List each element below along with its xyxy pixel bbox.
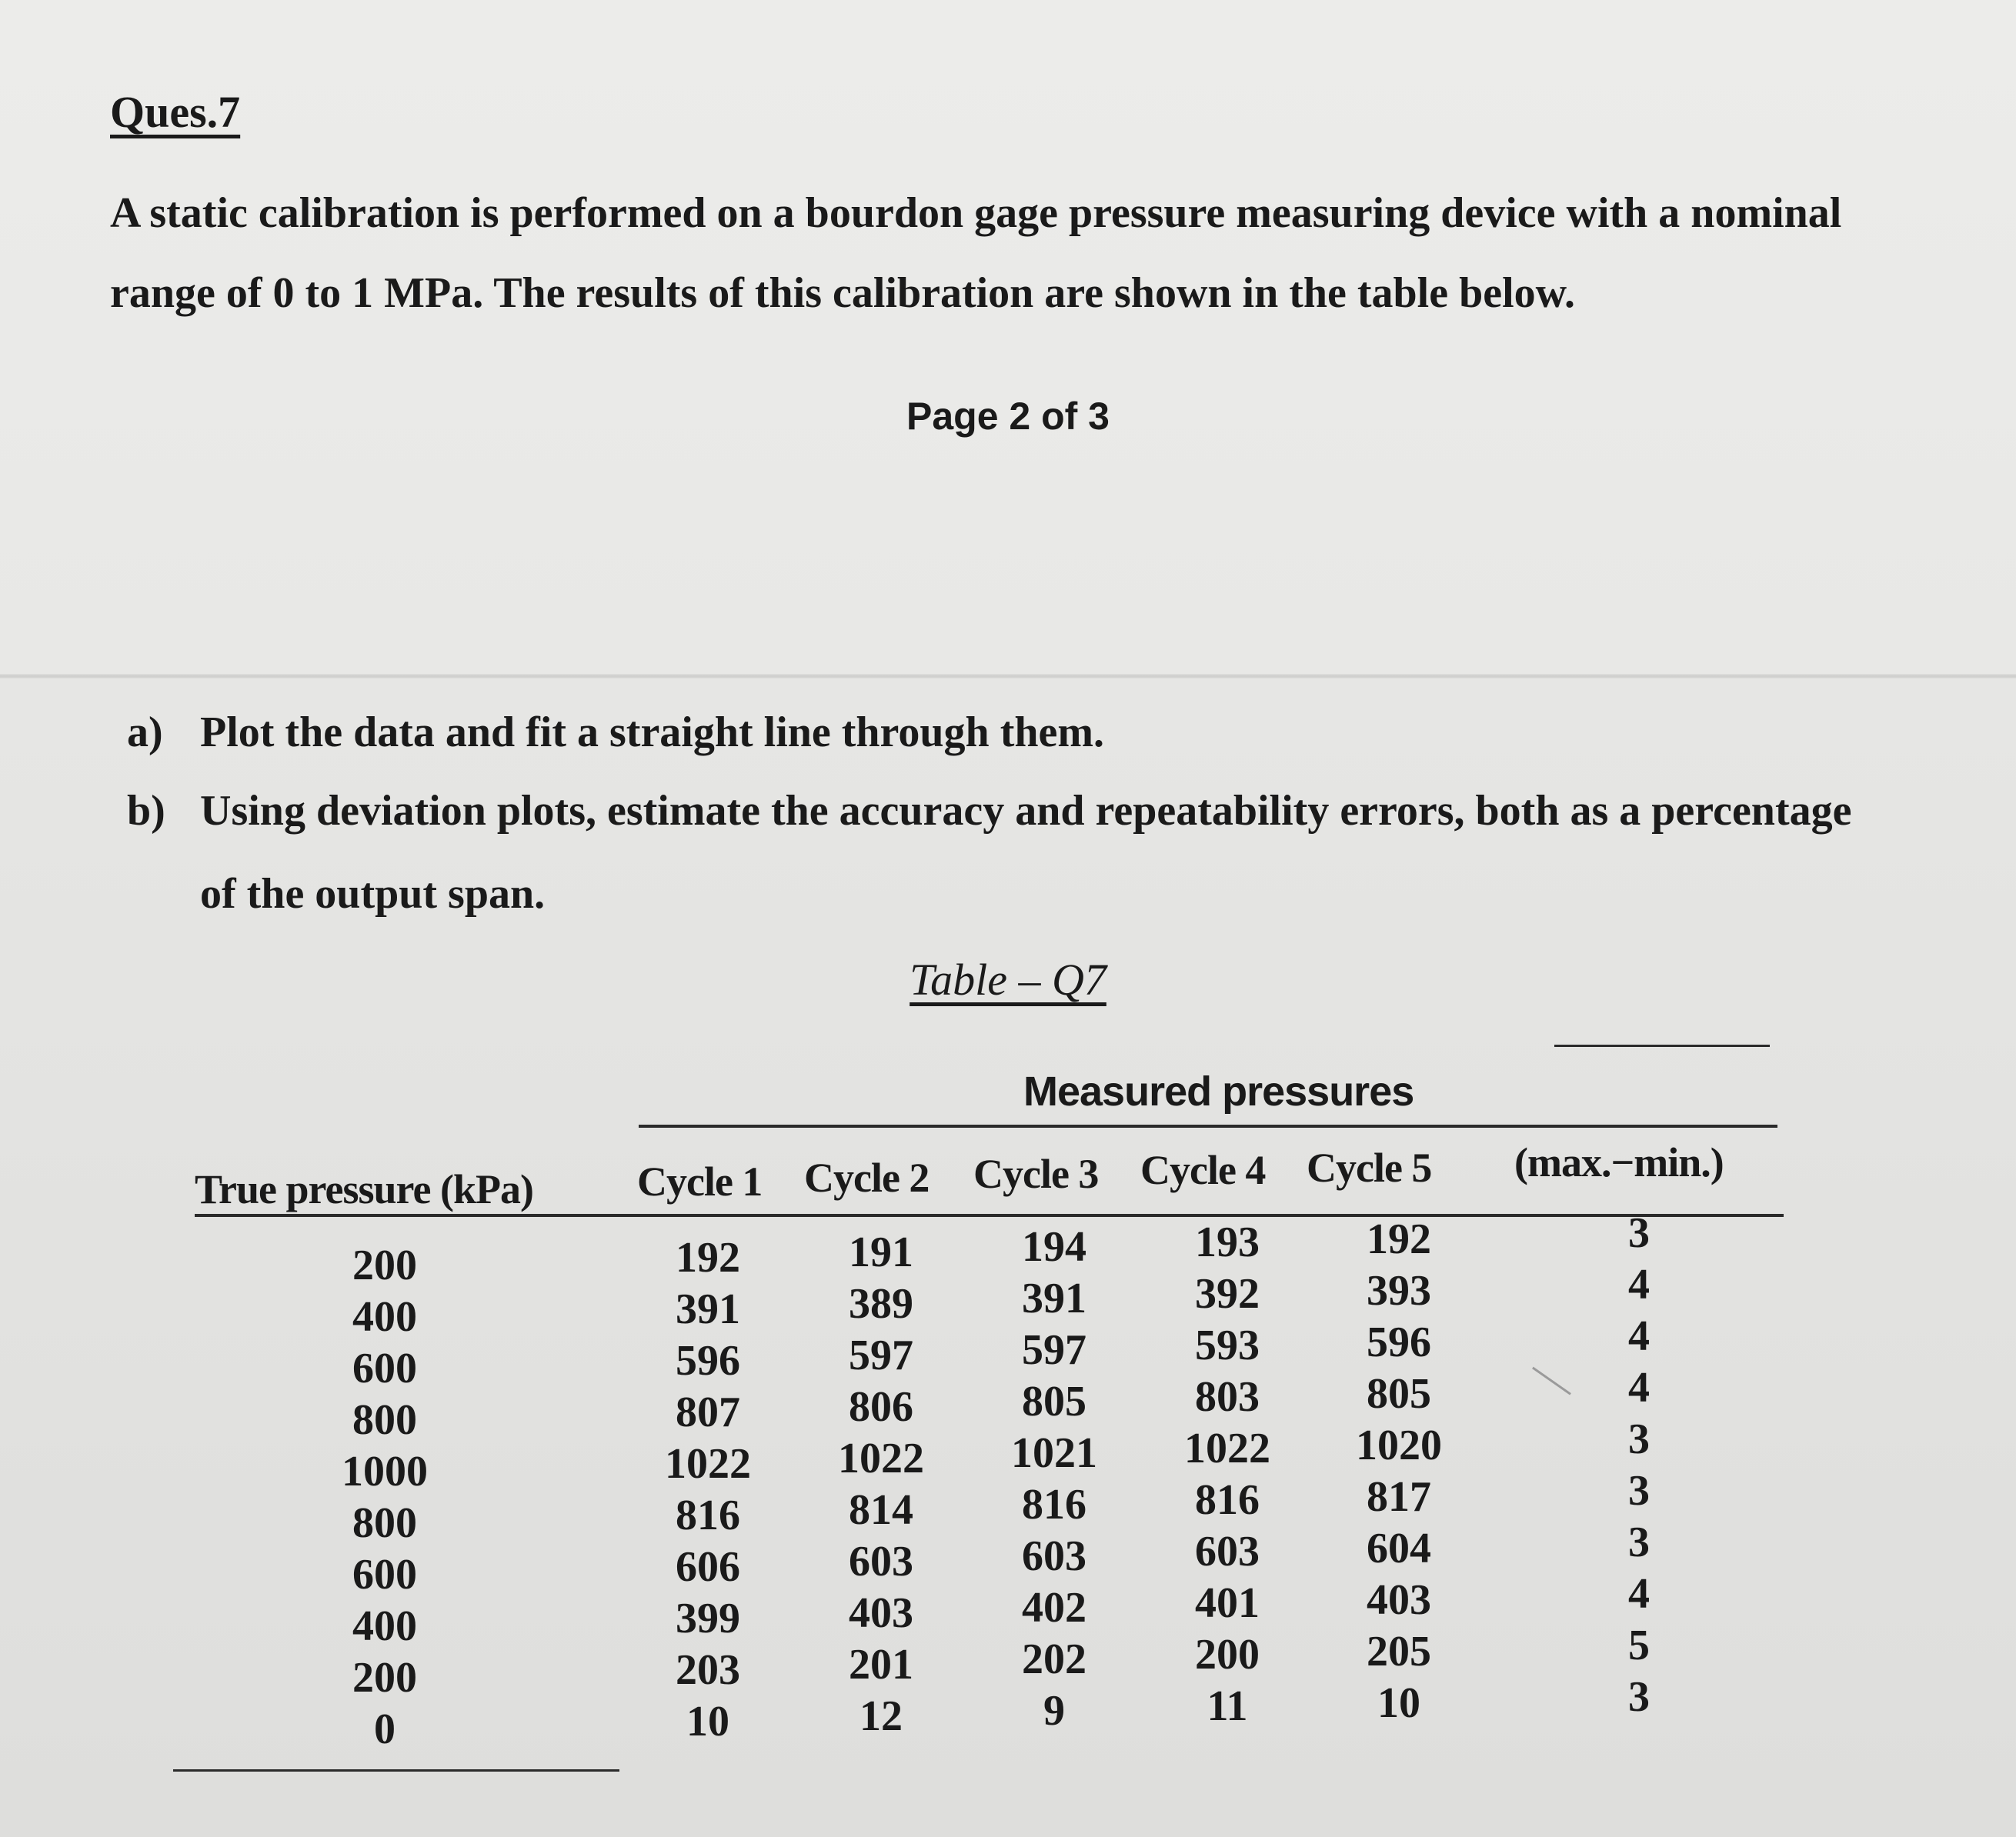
table-cell: 391 xyxy=(676,1285,740,1333)
table-cell: 11 xyxy=(1207,1682,1248,1730)
table-cell: 205 xyxy=(1367,1628,1431,1675)
table-cell: 3 xyxy=(1628,1467,1650,1515)
table-cell: 1000 xyxy=(342,1448,428,1495)
table-cell: 200 xyxy=(352,1242,417,1289)
table-cell: 10 xyxy=(686,1698,729,1745)
table-cell: 1020 xyxy=(1356,1422,1442,1469)
table-cell: 806 xyxy=(849,1383,913,1431)
table-cell: 606 xyxy=(676,1543,740,1591)
table-cell: 600 xyxy=(352,1551,417,1599)
table-cell: 402 xyxy=(1022,1584,1086,1632)
table-cell: 403 xyxy=(849,1589,913,1637)
table-group-header: Measured pressures xyxy=(1023,1069,1414,1115)
table-cell: 593 xyxy=(1195,1322,1260,1369)
question-line-1: A static calibration is performed on a bourdon gage pressure measuring device with a nominal xyxy=(110,189,1842,237)
table-cell: 200 xyxy=(352,1654,417,1702)
table-cell: 0 xyxy=(374,1705,396,1753)
column-cycle-4 xyxy=(1150,1217,1304,1732)
table-title: Table – Q7 xyxy=(910,955,1106,1005)
column-max-min xyxy=(1600,1208,1677,1723)
table-cell: 399 xyxy=(676,1595,740,1642)
table-cell: 805 xyxy=(1367,1370,1431,1418)
table-cell: 4 xyxy=(1628,1261,1650,1309)
table-cell: 805 xyxy=(1022,1378,1086,1425)
table-cell: 403 xyxy=(1367,1576,1431,1624)
table-cell: 192 xyxy=(676,1234,740,1282)
paper-fold xyxy=(0,674,2016,678)
group-header-rule xyxy=(639,1125,1777,1128)
table-cell: 600 xyxy=(352,1345,417,1392)
table-cell: 1022 xyxy=(838,1435,924,1482)
header-cycle-1: Cycle 1 xyxy=(637,1159,763,1205)
table-cell: 603 xyxy=(849,1538,913,1585)
table-cell: 596 xyxy=(1367,1319,1431,1366)
table-cell: 1022 xyxy=(1184,1425,1270,1472)
table-cell: 191 xyxy=(849,1229,913,1276)
table-cell: 816 xyxy=(676,1492,740,1539)
table-cell: 597 xyxy=(1022,1326,1086,1374)
top-short-rule xyxy=(1554,1045,1770,1047)
table-cell: 194 xyxy=(1022,1223,1086,1271)
table-cell: 392 xyxy=(1195,1270,1260,1318)
table-cell: 803 xyxy=(1195,1373,1260,1421)
table-cell: 817 xyxy=(1367,1473,1431,1521)
table-cell: 807 xyxy=(676,1389,740,1436)
task-b-line-1: Using deviation plots, estimate the accuracy and repeatability errors, both as a percentage xyxy=(200,787,1852,835)
table-cell: 401 xyxy=(1195,1579,1260,1627)
table-cell: 3 xyxy=(1628,1673,1650,1721)
task-b-line-2: of the output span. xyxy=(200,870,546,918)
table-cell: 816 xyxy=(1195,1476,1260,1524)
question-label: Ques.7 xyxy=(110,87,241,137)
question-text xyxy=(110,173,1918,333)
table-cell: 3 xyxy=(1628,1519,1650,1566)
table-cell: 603 xyxy=(1195,1528,1260,1575)
page-footer: Page 2 of 3 xyxy=(906,395,1110,438)
table-cell: 400 xyxy=(352,1293,417,1341)
table-cell: 12 xyxy=(859,1692,903,1740)
table-cell: 5 xyxy=(1628,1622,1650,1669)
column-cycle-2 xyxy=(804,1227,958,1742)
column-cycle-3 xyxy=(977,1222,1131,1737)
task-a-label: a) xyxy=(127,708,163,756)
table-cell: 400 xyxy=(352,1602,417,1650)
task-a-text: Plot the data and fit a straight line through them. xyxy=(200,708,1104,756)
header-cycle-4: Cycle 4 xyxy=(1140,1147,1266,1193)
header-cycle-2: Cycle 2 xyxy=(804,1155,930,1201)
table-cell: 800 xyxy=(352,1396,417,1444)
header-true-pressure: True pressure (kPa) xyxy=(195,1166,533,1212)
table-cell: 1022 xyxy=(665,1440,751,1488)
table-cell: 203 xyxy=(676,1646,740,1694)
column-cycle-1 xyxy=(631,1232,785,1748)
column-cycle-5 xyxy=(1322,1214,1476,1729)
table-cell: 1021 xyxy=(1011,1429,1097,1477)
header-cycle-3: Cycle 3 xyxy=(973,1151,1099,1197)
table-cell: 202 xyxy=(1022,1635,1086,1683)
table-cell: 597 xyxy=(849,1332,913,1379)
table-cell: 4 xyxy=(1628,1364,1650,1412)
table-cell: 816 xyxy=(1022,1481,1086,1529)
paper-top xyxy=(0,0,2016,677)
table-cell: 814 xyxy=(849,1486,913,1534)
table-cell: 3 xyxy=(1628,1209,1650,1257)
table-cell: 9 xyxy=(1043,1687,1065,1735)
header-max-min: (max.−min.) xyxy=(1514,1139,1724,1185)
table-cell: 800 xyxy=(352,1499,417,1547)
table-bottom-rule xyxy=(173,1769,619,1772)
table-cell: 4 xyxy=(1628,1312,1650,1360)
column-true-pressure xyxy=(308,1240,462,1755)
table-cell: 4 xyxy=(1628,1570,1650,1618)
table-cell: 3 xyxy=(1628,1415,1650,1463)
task-b xyxy=(127,769,1935,935)
table-cell: 603 xyxy=(1022,1532,1086,1580)
table-cell: 391 xyxy=(1022,1275,1086,1322)
table-cell: 596 xyxy=(676,1337,740,1385)
table-cell: 393 xyxy=(1367,1267,1431,1315)
header-rule xyxy=(195,1214,1784,1217)
task-b-label: b) xyxy=(127,787,165,835)
task-a xyxy=(127,691,1935,774)
table-cell: 192 xyxy=(1367,1215,1431,1263)
table-cell: 200 xyxy=(1195,1631,1260,1679)
table-cell: 201 xyxy=(849,1641,913,1689)
table-cell: 10 xyxy=(1377,1679,1420,1727)
table-cell: 604 xyxy=(1367,1525,1431,1572)
table-cell: 193 xyxy=(1195,1219,1260,1266)
table-cell: 389 xyxy=(849,1280,913,1328)
question-line-2: range of 0 to 1 MPa. The results of this calibration are shown in the table below. xyxy=(110,269,1575,317)
header-cycle-5: Cycle 5 xyxy=(1307,1145,1432,1191)
